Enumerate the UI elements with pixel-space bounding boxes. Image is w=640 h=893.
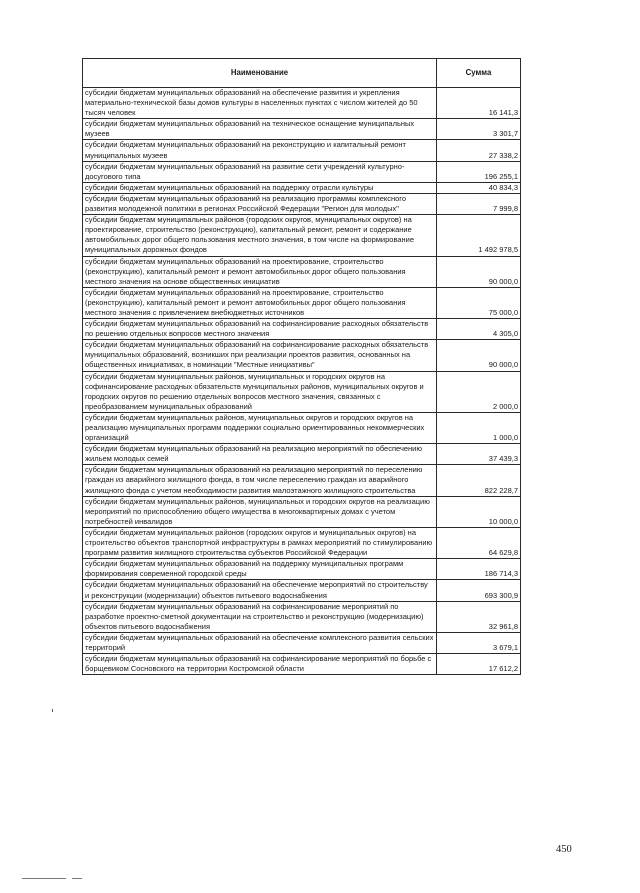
footer-rule-short — [72, 878, 82, 879]
table-row — [83, 119, 521, 140]
subsidy-sum-cell: 90 000,0 — [437, 256, 521, 287]
subsidy-name-cell: субсидии бюджетам муниципальных образований на реконструкцию и капитальный ремонт муниципальных музеев — [83, 140, 437, 161]
table-row — [83, 140, 521, 161]
subsidy-name-cell: субсидии бюджетам муниципальных районов, муниципальных округов и городских округов на реализацию муниципальных программ поддержки социально ориентированных некоммерческих организаций — [83, 412, 437, 443]
subsidy-sum-cell: 1 000,0 — [437, 412, 521, 443]
table-row — [83, 193, 521, 214]
table-row — [83, 559, 521, 580]
subsidy-sum-cell: 40 834,3 — [437, 182, 521, 193]
table-row — [83, 465, 521, 496]
subsidy-sum-cell: 196 255,1 — [437, 161, 521, 182]
subsidy-sum-cell: 16 141,3 — [437, 88, 521, 119]
table-body — [83, 88, 521, 675]
table-row — [83, 412, 521, 443]
table-row — [83, 632, 521, 653]
header-name: Наименование — [83, 59, 437, 88]
margin-mark — [52, 709, 53, 712]
subsidy-name-cell: субсидии бюджетам муниципальных районов, муниципальных и городских округов на реализацию мероприятий по приспособлению общего имущества в многоквартирных домах с учетом потребностей инвалидов — [83, 496, 437, 527]
subsidy-sum-cell: 37 439,3 — [437, 444, 521, 465]
subsidy-name-cell: субсидии бюджетам муниципальных образований на софинансирование мероприятий по разработке проектно-сметной документации на строительство и реконструкцию (модернизацию) объектов питьевого водоснабжения — [83, 601, 437, 632]
subsidy-sum-cell: 693 300,9 — [437, 580, 521, 601]
table-row — [83, 580, 521, 601]
table-row — [83, 444, 521, 465]
subsidy-name-cell: субсидии бюджетам муниципальных образований на реализацию мероприятий по обеспечению жильем молодых семей — [83, 444, 437, 465]
subsidy-name-cell: субсидии бюджетам муниципальных образований на поддержку муниципальных программ формирования современной городской среды — [83, 559, 437, 580]
subsidy-sum-cell: 3 301,7 — [437, 119, 521, 140]
subsidy-sum-cell: 822 228,7 — [437, 465, 521, 496]
subsidy-sum-cell: 1 492 978,5 — [437, 215, 521, 256]
table-row — [83, 654, 521, 675]
subsidy-name-cell: субсидии бюджетам муниципальных образований на обеспечение мероприятий по строительству и реконструкции (модернизации) объектов питьевого водоснабжения — [83, 580, 437, 601]
subsidy-name-cell: субсидии бюджетам муниципальных образований на техническое оснащение муниципальных музеев — [83, 119, 437, 140]
subsidy-sum-cell: 90 000,0 — [437, 340, 521, 371]
table-row — [83, 88, 521, 119]
table-row — [83, 371, 521, 412]
subsidy-name-cell: субсидии бюджетам муниципальных образований на обеспечение комплексного развития сельских территорий — [83, 632, 437, 653]
subsidy-name-cell: субсидии бюджетам муниципальных образований на реализацию мероприятий по переселению граждан из аварийного жилищного фонда, в том числе переселению граждан из аварийного жилищного фонда с учетом необходимости развития малоэтажного жилищного строительства — [83, 465, 437, 496]
table-row — [83, 319, 521, 340]
table-row — [83, 161, 521, 182]
subsidy-sum-cell: 64 629,8 — [437, 527, 521, 558]
subsidy-name-cell: субсидии бюджетам муниципальных образований на софинансирование расходных обязательств по решению отдельных вопросов местного значения — [83, 319, 437, 340]
subsidy-sum-cell: 27 338,2 — [437, 140, 521, 161]
subsidy-sum-cell: 75 000,0 — [437, 287, 521, 318]
subsidy-name-cell: субсидии бюджетам муниципальных образований на проектирование, строительство (реконструкцию), капитальный ремонт и ремонт автомобильных дорог общего пользования местного значения на основе общественных инициатив — [83, 256, 437, 287]
subsidy-name-cell: субсидии бюджетам муниципальных образований на поддержку отрасли культуры — [83, 182, 437, 193]
subsidy-name-cell: субсидии бюджетам муниципальных образований на реализацию программы комплексного развития молодежной политики в регионах Российской Федерации "Регион для молодых" — [83, 193, 437, 214]
page-number: 450 — [556, 844, 572, 855]
subsidy-sum-cell: 186 714,3 — [437, 559, 521, 580]
subsidy-sum-cell: 32 961,8 — [437, 601, 521, 632]
subsidy-name-cell: субсидии бюджетам муниципальных образований на развитие сети учреждений культурно-досугового типа — [83, 161, 437, 182]
subsidy-sum-cell: 3 679,1 — [437, 632, 521, 653]
subsidy-name-cell: субсидии бюджетам муниципальных образований на проектирование, строительство (реконструкцию), капитальный ремонт и ремонт автомобильных дорог общего пользования местного значения с привлечением внебюджетных источников — [83, 287, 437, 318]
subsidy-name-cell: субсидии бюджетам муниципальных образований на обеспечение развития и укрепления материально-технической базы домов культуры в населенных пунктах с числом жителей до 50 тысяч человек — [83, 88, 437, 119]
table-row — [83, 256, 521, 287]
table-row — [83, 182, 521, 193]
table-row — [83, 601, 521, 632]
table-row — [83, 527, 521, 558]
footer-rule — [22, 878, 66, 879]
subsidy-sum-cell: 4 305,0 — [437, 319, 521, 340]
subsidy-name-cell: субсидии бюджетам муниципальных районов (городских округов, муниципальных округов) на проектирование, строительство (реконструкцию), капитальный ремонт, ремонт и содержание автомобильных дорог общего пользования местного значения, в том числе на формирование муниципальных дорожных фондов — [83, 215, 437, 256]
subsidy-sum-cell: 17 612,2 — [437, 654, 521, 675]
table-row — [83, 287, 521, 318]
table-header-row — [83, 59, 521, 88]
subsidy-name-cell: субсидии бюджетам муниципальных образований на софинансирование мероприятий по борьбе с борщевиком Сосновского на территории Костромской области — [83, 654, 437, 675]
subsidy-name-cell: субсидии бюджетам муниципальных районов, муниципальных и городских округов на софинансирование расходных обязательств муниципальных районов, муниципальных округов и городских округов по решению отдельных вопросов местного значения, связанных с преобразованием муниципальных образований — [83, 371, 437, 412]
subsidies-table — [82, 58, 521, 675]
subsidy-sum-cell: 2 000,0 — [437, 371, 521, 412]
subsidy-name-cell: субсидии бюджетам муниципальных районов (городских округов и муниципальных округов) на строительство объектов транспортной инфраструктуры в рамках мероприятий по стимулированию программ развития жилищного строительства субъектов Российской Федерации — [83, 527, 437, 558]
document-sheet — [82, 58, 520, 675]
subsidy-name-cell: субсидии бюджетам муниципальных образований на софинансирование расходных обязательств муниципальных образований, возникших при реализации проектов развития, основанных на общественных инициативах, в номинации "Местные инициативы" — [83, 340, 437, 371]
table-row — [83, 340, 521, 371]
subsidy-sum-cell: 10 000,0 — [437, 496, 521, 527]
table-row — [83, 215, 521, 256]
table-row — [83, 496, 521, 527]
subsidy-sum-cell: 7 999,8 — [437, 193, 521, 214]
header-sum: Сумма — [437, 59, 521, 88]
